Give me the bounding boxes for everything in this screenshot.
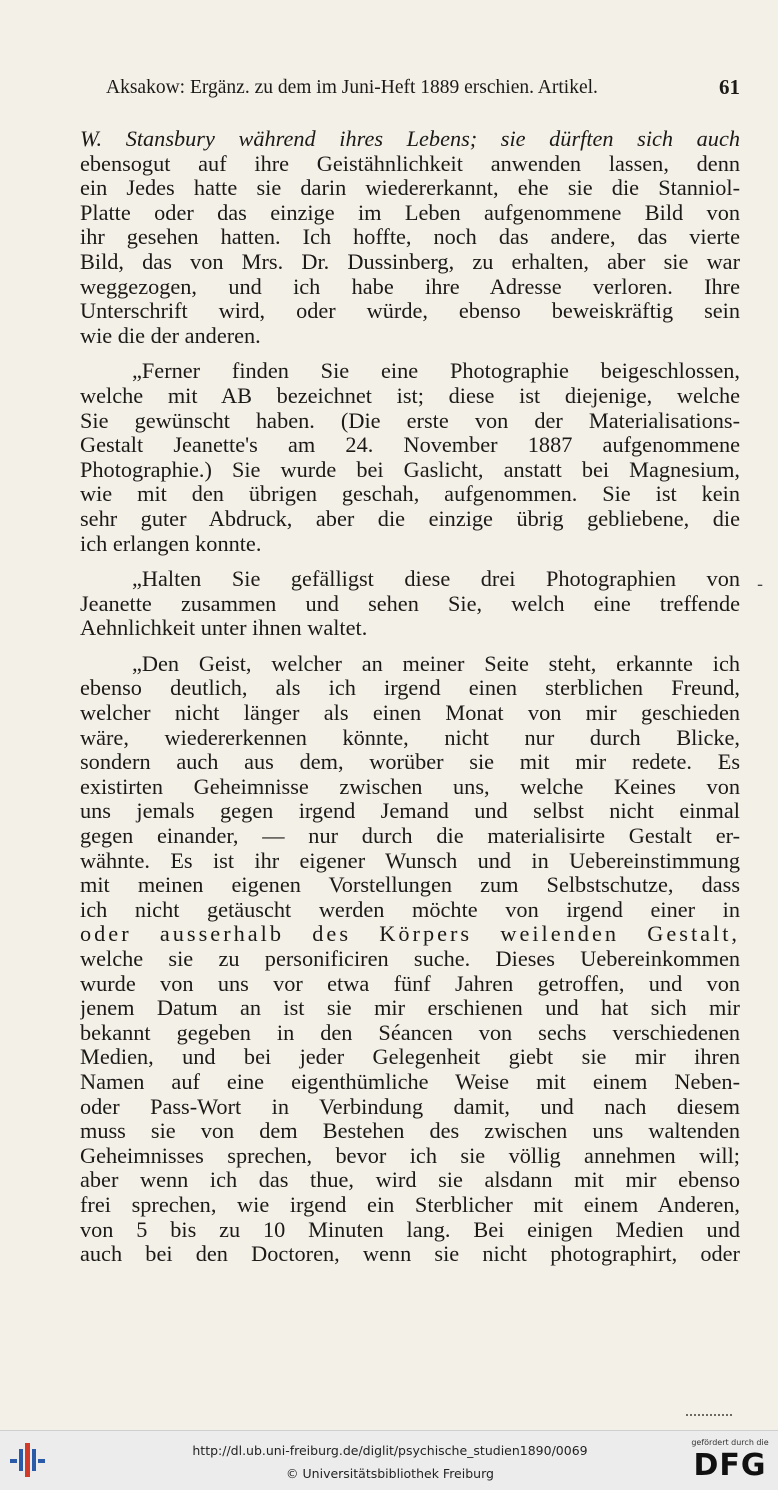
text-line: bekannt gegeben in den Séancen von sechs verschiedenen [80, 1020, 740, 1045]
text-line: ich erlangen konnte. [80, 530, 262, 556]
text-line: wäre, wiedererkennen könnte, nicht nur durch Blicke, [80, 725, 740, 750]
text-line: ich nicht getäuscht werden möchte von irgend einer in [80, 897, 740, 922]
text-line: Geheimnisses sprechen, bevor ich sie völlig annehmen will; [80, 1143, 740, 1168]
text-line: Aehnlichkeit unter ihnen waltet. [80, 615, 368, 641]
running-header [106, 76, 740, 100]
text-line: ein Jedes hatte sie darin wiedererkannt, ehe sie die Stanniol- [80, 176, 740, 201]
body-text [80, 127, 740, 1267]
text-line: von 5 bis zu 10 Minuten lang. Bei einigen Medien und [80, 1217, 740, 1242]
page-number: 61 [719, 75, 740, 99]
margin-mark: - [757, 574, 764, 595]
text-line: „Halten Sie gefälligst diese drei Photographien von [132, 567, 740, 592]
text-line: wähnte. Es ist ihr eigener Wunsch und in Uebereinstimmung [80, 848, 740, 873]
text-line: auch bei den Doctoren, wenn sie nicht photographirt, oder [80, 1242, 740, 1267]
permalink-url[interactable]: http://dl.ub.uni-freiburg.de/diglit/psychische_studien1890/0069 [192, 1443, 588, 1458]
text-line: wurde von uns vor etwa fünf Jahren getroffen, und von [80, 971, 740, 996]
text-line: „Ferner finden Sie eine Photographie beigeschlossen, [132, 359, 740, 384]
dfg-logo[interactable]: DFG [693, 1448, 767, 1483]
text-line: Medien, und bei jeder Gelegenheit giebt sie mir ihren [80, 1045, 740, 1070]
text-line: gegen einander, — nur durch die materialisirte Gestalt er- [80, 824, 740, 849]
text-line: sondern auch aus dem, worüber sie mit mir redete. Es [80, 750, 740, 775]
text-line: Bild, das von Mrs. Dr. Dussinberg, zu erhalten, aber sie war [80, 249, 740, 274]
text-line: ihr gesehen hatten. Ich hoffte, noch das andere, das vierte [80, 225, 740, 250]
text-line: existirten Geheimnisse zwischen uns, welche Keines von [80, 774, 740, 799]
text-line: ebensogut auf ihre Geistähnlichkeit anwenden lassen, denn [80, 151, 740, 176]
copyright-notice: © Universitätsbibliothek Freiburg [286, 1466, 494, 1481]
ub-freiburg-logo-icon[interactable] [10, 1441, 46, 1479]
text-line: welcher nicht länger als einen Monat von mir geschieden [80, 701, 740, 726]
viewer-footer [0, 1430, 778, 1490]
text-line: weggezogen, und ich habe ihre Adresse verloren. Ihre [80, 274, 740, 299]
text-line: Sie gewünscht haben. (Die erste von der Materialisations- [80, 408, 740, 433]
line-1: W. Stansbury während ihres Lebens; sie dürften sich auch [80, 127, 740, 151]
text-line: Namen auf eine eigenthümliche Weise mit einem Neben- [80, 1069, 740, 1094]
text-line: Unterschrift wird, oder würde, ebenso beweiskräftig sein [80, 299, 740, 324]
text-line: Gestalt Jeanette's am 24. November 1887 aufgenommene [80, 433, 740, 458]
text-line: muss sie von dem Bestehen des zwischen uns waltenden [80, 1119, 740, 1144]
text-line: mit meinen eigenen Vorstellungen zum Selbstschutze, dass [80, 873, 740, 898]
text-line: ebenso deutlich, als ich irgend einen sterblichen Freund, [80, 676, 740, 701]
text-line: welche mit AB bezeichnet ist; diese ist diejenige, welche [80, 383, 740, 408]
text-line: jenem Datum an ist sie mir erschienen und hat sich mir [80, 996, 740, 1021]
text-line [80, 127, 740, 152]
text-line: Platte oder das einzige im Leben aufgenommene Bild von [80, 200, 740, 225]
text-line: Jeanette zusammen und sehen Sie, welch eine treffende [80, 591, 740, 616]
text-line: Photographie.) Sie wurde bei Gaslicht, anstatt bei Magnesium, [80, 457, 740, 482]
text-line: frei sprechen, wie irgend ein Sterblicher mit einem Anderen, [80, 1192, 740, 1217]
text-line: uns jemals gegen irgend Jemand und selbst nicht einmal [80, 799, 740, 824]
text-line: aber wenn ich das thue, wird sie alsdann mit mir ebenso [80, 1168, 740, 1193]
running-title: Aksakow: Ergänz. zu dem im Juni-Heft 1889 erschien. Artikel. [106, 77, 598, 98]
text-line: „Den Geist, welcher an meiner Seite steht, erkannte ich [132, 651, 740, 676]
text-line: oder Pass-Wort in Verbindung damit, und nach diesem [80, 1094, 740, 1119]
text-line: welche sie zu personificiren suche. Dieses Uebereinkommen [80, 947, 740, 971]
sponsor-caption: gefördert durch die [691, 1438, 769, 1447]
catchword-dots [686, 1414, 732, 1416]
text-line: sehr guter Abdruck, aber die einzige übrig gebliebene, die [80, 506, 740, 531]
text-line: oder ausserhalb des Körpers weilenden Gestalt, [80, 922, 740, 947]
text-line: wie mit den übrigen geschah, aufgenommen. Sie ist kein [80, 482, 740, 507]
text-line: wie die der anderen. [80, 322, 261, 348]
